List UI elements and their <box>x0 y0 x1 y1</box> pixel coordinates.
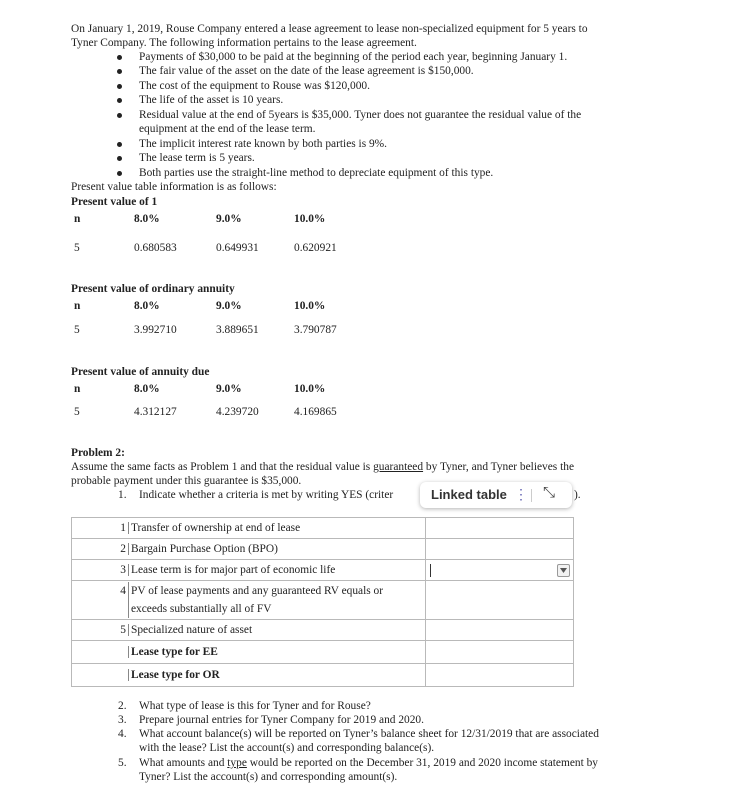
linked-table-label: Linked table <box>431 487 507 502</box>
question-1-text: Indicate whether a criteria is met by writing YES (criter <box>139 489 394 501</box>
pv-cell-n: 5 <box>74 406 80 418</box>
bullet-item: The fair value of the asset on the date of the lease agreement is $150,000. <box>139 65 474 77</box>
question-text <box>139 756 598 770</box>
question-text-a: What amounts and <box>139 757 228 769</box>
bullet-dot <box>117 113 122 118</box>
pv-cell-n: 5 <box>74 324 80 336</box>
criteria-label-cell <box>72 539 426 560</box>
bullet-dot <box>117 98 122 103</box>
criteria-label: Lease term is for major part of economic life <box>128 564 335 576</box>
bullet-item: The life of the asset is 10 years. <box>139 94 284 106</box>
question-text-continued: with the lease? List the account(s) and corresponding balance(s). <box>139 742 435 754</box>
pv-header-8: 8.0% <box>134 383 160 395</box>
bullet-dot <box>117 84 122 89</box>
lease-type-or-cell[interactable] <box>426 664 574 687</box>
bullet-dot <box>117 55 122 60</box>
bullet-dot <box>117 142 122 147</box>
question-1-number: 1. <box>118 489 127 501</box>
bullet-item: The cost of the equipment to Rouse was $120,000. <box>139 80 370 92</box>
criteria-label-cell <box>72 518 426 539</box>
more-options-icon[interactable]: ⋮ <box>514 486 528 502</box>
criteria-value-cell[interactable] <box>426 539 574 560</box>
question-number: 2. <box>118 700 127 712</box>
pv-cell: 3.790787 <box>294 324 337 336</box>
linked-table-popup <box>420 482 572 508</box>
problem-2-title: Problem 2: <box>71 447 125 459</box>
pv-header-9: 9.0% <box>216 300 242 312</box>
pv-header-10: 10.0% <box>294 213 326 225</box>
problem-2-line-2: probable payment under this guarantee is $35,000. <box>71 475 302 487</box>
criteria-label-cell <box>72 664 426 687</box>
pv-header-n: n <box>74 213 81 225</box>
bullet-dot <box>117 171 122 176</box>
criteria-select-cell[interactable] <box>426 560 574 581</box>
criteria-value-cell[interactable] <box>426 581 574 620</box>
table-row <box>72 539 574 560</box>
criteria-label-continued: exceeds substantially all of FV <box>131 603 272 615</box>
pv-header-9: 9.0% <box>216 213 242 225</box>
question-number: 5. <box>118 757 127 769</box>
criteria-label: Transfer of ownership at end of lease <box>128 522 300 534</box>
pv-cell: 3.889651 <box>216 324 259 336</box>
problem-2-text-a: Assume the same facts as Problem 1 and that the residual value is <box>71 461 374 473</box>
pv-cell: 4.312127 <box>134 406 177 418</box>
chevron-down-icon <box>558 565 569 576</box>
table-row <box>72 560 574 581</box>
criteria-label-cell <box>72 581 426 620</box>
bullet-item: The implicit interest rate known by both parties is 9%. <box>139 138 388 150</box>
question-text: What account balance(s) will be reported on Tyner’s balance sheet for 12/31/2019 that are associated <box>139 728 599 740</box>
question-number: 4. <box>118 728 127 740</box>
criteria-number: 4 <box>120 585 126 597</box>
popup-divider <box>531 489 532 502</box>
question-text-continued: Tyner? List the account(s) and corresponding amount(s). <box>139 771 398 783</box>
table-row <box>72 620 574 641</box>
bullet-item-continued: equipment at the end of the lease term. <box>139 123 316 135</box>
lease-type-ee-cell[interactable] <box>426 641 574 664</box>
bullet-item: Residual value at the end of 5years is $35,000. Tyner does not guarantee the residual value of the <box>139 109 582 121</box>
bullet-item: Payments of $30,000 to be paid at the beginning of the period each year, beginning January 1. <box>139 51 568 63</box>
pv-header-9: 9.0% <box>216 383 242 395</box>
collapse-icon[interactable]: ⤡ <box>543 484 556 501</box>
table-row <box>72 641 574 664</box>
criteria-label: PV of lease payments and any guaranteed RV equals or <box>131 585 384 597</box>
pv-header-n: n <box>74 383 81 395</box>
intro-line-2: Tyner Company. The following information pertains to the lease agreement. <box>71 37 417 49</box>
problem-2-text-b: by Tyner, and Tyner believes the <box>423 461 575 473</box>
criteria-label: Bargain Purchase Option (BPO) <box>128 543 278 555</box>
pv-header-n: n <box>74 300 81 312</box>
criteria-number: 1 <box>120 522 126 534</box>
pv-cell: 0.680583 <box>134 242 177 254</box>
criteria-value-cell[interactable] <box>426 518 574 539</box>
pv-header-10: 10.0% <box>294 300 326 312</box>
criteria-table <box>71 517 574 687</box>
pv-cell: 3.992710 <box>134 324 177 336</box>
criteria-value-cell[interactable] <box>426 620 574 641</box>
pv-table-title: Present value of ordinary annuity <box>71 283 235 295</box>
intro-line-1: On January 1, 2019, Rouse Company entered a lease agreement to lease non-specialized equipment for 5 years to <box>71 23 588 35</box>
criteria-number: 5 <box>120 624 126 636</box>
bullet-dot <box>117 156 122 161</box>
question-text: What type of lease is this for Tyner and for Rouse? <box>139 700 371 712</box>
table-row <box>72 581 574 620</box>
question-text: Prepare journal entries for Tyner Company for 2019 and 2020. <box>139 714 424 726</box>
pv-cell-n: 5 <box>74 242 80 254</box>
criteria-label-cell <box>72 620 426 641</box>
table-row <box>72 518 574 539</box>
bullet-dot <box>117 69 122 74</box>
pv-header-8: 8.0% <box>134 300 160 312</box>
dropdown-toggle[interactable] <box>557 564 570 577</box>
criteria-number: 2 <box>120 543 126 555</box>
criteria-number: 3 <box>120 564 126 576</box>
pv-table-title: Present value of 1 <box>71 196 158 208</box>
pv-header-10: 10.0% <box>294 383 326 395</box>
pv-cell: 4.169865 <box>294 406 337 418</box>
question-number: 3. <box>118 714 127 726</box>
criteria-label-cell <box>72 560 426 581</box>
question-1-tail: ). <box>574 489 581 501</box>
lease-type-or-label: Lease type for OR <box>128 669 220 681</box>
pv-intro: Present value table information is as follows: <box>71 181 277 193</box>
pv-header-8: 8.0% <box>134 213 160 225</box>
criteria-label-cell <box>72 641 426 664</box>
text-cursor <box>430 564 431 577</box>
pv-cell: 0.649931 <box>216 242 259 254</box>
bullet-item: The lease term is 5 years. <box>139 152 255 164</box>
type-underlined: type <box>227 757 247 769</box>
pv-cell: 0.620921 <box>294 242 337 254</box>
table-row <box>72 664 574 687</box>
pv-table-title: Present value of annuity due <box>71 366 210 378</box>
criteria-label: Specialized nature of asset <box>128 624 252 636</box>
lease-type-ee-label: Lease type for EE <box>128 646 218 658</box>
bullet-item: Both parties use the straight-line method to depreciate equipment of this type. <box>139 167 494 179</box>
question-text-b: would be reported on the December 31, 2019 and 2020 income statement by <box>246 757 599 769</box>
guaranteed-underlined: guaranteed <box>373 461 424 473</box>
pv-cell: 4.239720 <box>216 406 259 418</box>
problem-2-line-1 <box>71 460 574 474</box>
